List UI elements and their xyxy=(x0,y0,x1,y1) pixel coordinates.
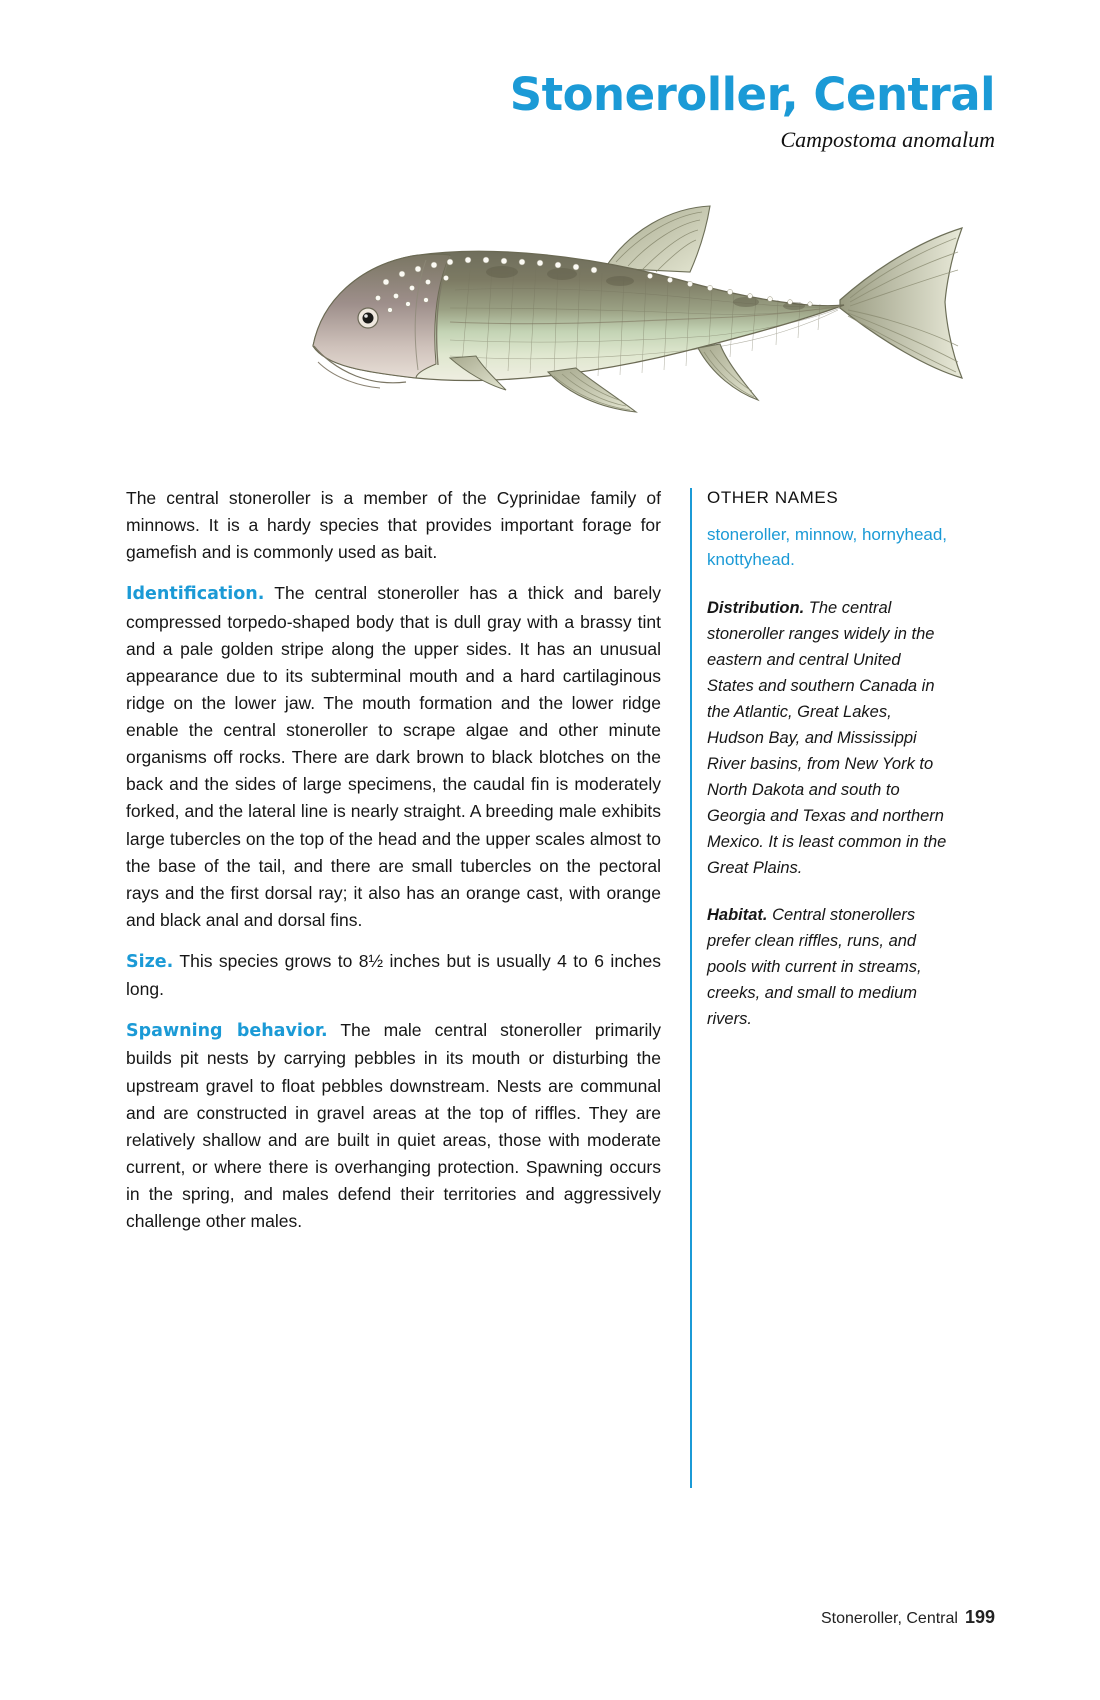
spawning-heading: Spawning behavior. xyxy=(126,1021,328,1042)
dorsal-fin xyxy=(605,206,710,272)
section-identification xyxy=(126,580,661,934)
other-names-list: stoneroller, minnow, hornyhead, knottyhead. xyxy=(707,524,948,570)
habitat-heading: Habitat. xyxy=(707,905,768,924)
other-names-heading: OTHER NAMES xyxy=(707,488,839,507)
identification-heading: Identification. xyxy=(126,584,265,605)
fish-illustration xyxy=(150,150,980,450)
size-text: This species grows to 8½ inches but is usually 4 to 6 inches long. xyxy=(126,951,662,1000)
title-block xyxy=(295,68,995,153)
page-footer xyxy=(821,1607,995,1628)
identification-text: The central stoneroller has a thick and barely compressed torpedo-shaped body that is dull gray with a brassy tint and a pale golden stripe along the upper sides. It has an unusual appearance due to its subterminal mouth and a hard cartilaginous ridge on the lower jaw. The mouth formation and the lower ridge enable the central stoneroller to scrape algae and other minute organisms off rocks. There are dark brown to black blotches on the back and the sides of large specimens, the caudal fin is moderately forked, and the lateral line is nearly straight. A breeding male exhibits large tubercles on the top of the head and the upper scales almost to the base of the tail, and there are small tubercles on the pectoral rays and the first dorsal ray; it also has an orange cast, with orange and black anal and dorsal fins. xyxy=(126,583,661,930)
size-heading: Size. xyxy=(126,952,174,972)
sidebar-column xyxy=(707,485,949,1052)
scientific-name: Campostoma anomalum xyxy=(780,127,995,152)
distribution-block xyxy=(707,595,949,882)
habitat-block xyxy=(707,902,949,1032)
fish-head xyxy=(313,254,450,378)
distribution-heading: Distribution. xyxy=(707,598,805,617)
spawning-text: The male central stoneroller primarily builds pit nests by carrying pebbles in its mouth or disturbing the upstream gravel to float pebbles downstream. Nests are communal and are constructed in gravel areas at the top of riffles. They are relatively shallow and are built in quiet areas, those with moderate current, or where there is overhanging protection. Spawning occurs in the spring, and males defend their territories and aggressively challenge other males. xyxy=(126,1020,661,1232)
distribution-text: The central stoneroller ranges widely in the eastern and central United States and southern Canada in the Atlantic, Great Lakes, Hudson Bay, and Mississippi River basins, from New York to North Dakota and south to Georgia and Texas and northern Mexico. It is least common in the Great Plains. xyxy=(707,598,947,878)
page-number: 199 xyxy=(964,1607,995,1627)
habitat-text: Central stonerollers prefer clean riffles, runs, and pools with current in streams, creeks, and small to medium rivers. xyxy=(707,905,922,1028)
page-title: Stoneroller, Central xyxy=(509,68,995,121)
section-spawning xyxy=(126,1017,661,1235)
section-size xyxy=(126,948,661,1003)
column-divider xyxy=(690,488,692,1488)
footer-running-title: Stoneroller, Central xyxy=(820,1610,958,1627)
main-text-column xyxy=(126,485,661,1249)
intro-paragraph: The central stoneroller is a member of the Cyprinidae family of minnows. It is a hardy species that provides important forage for gamefish and is commonly used as bait. xyxy=(126,488,661,563)
